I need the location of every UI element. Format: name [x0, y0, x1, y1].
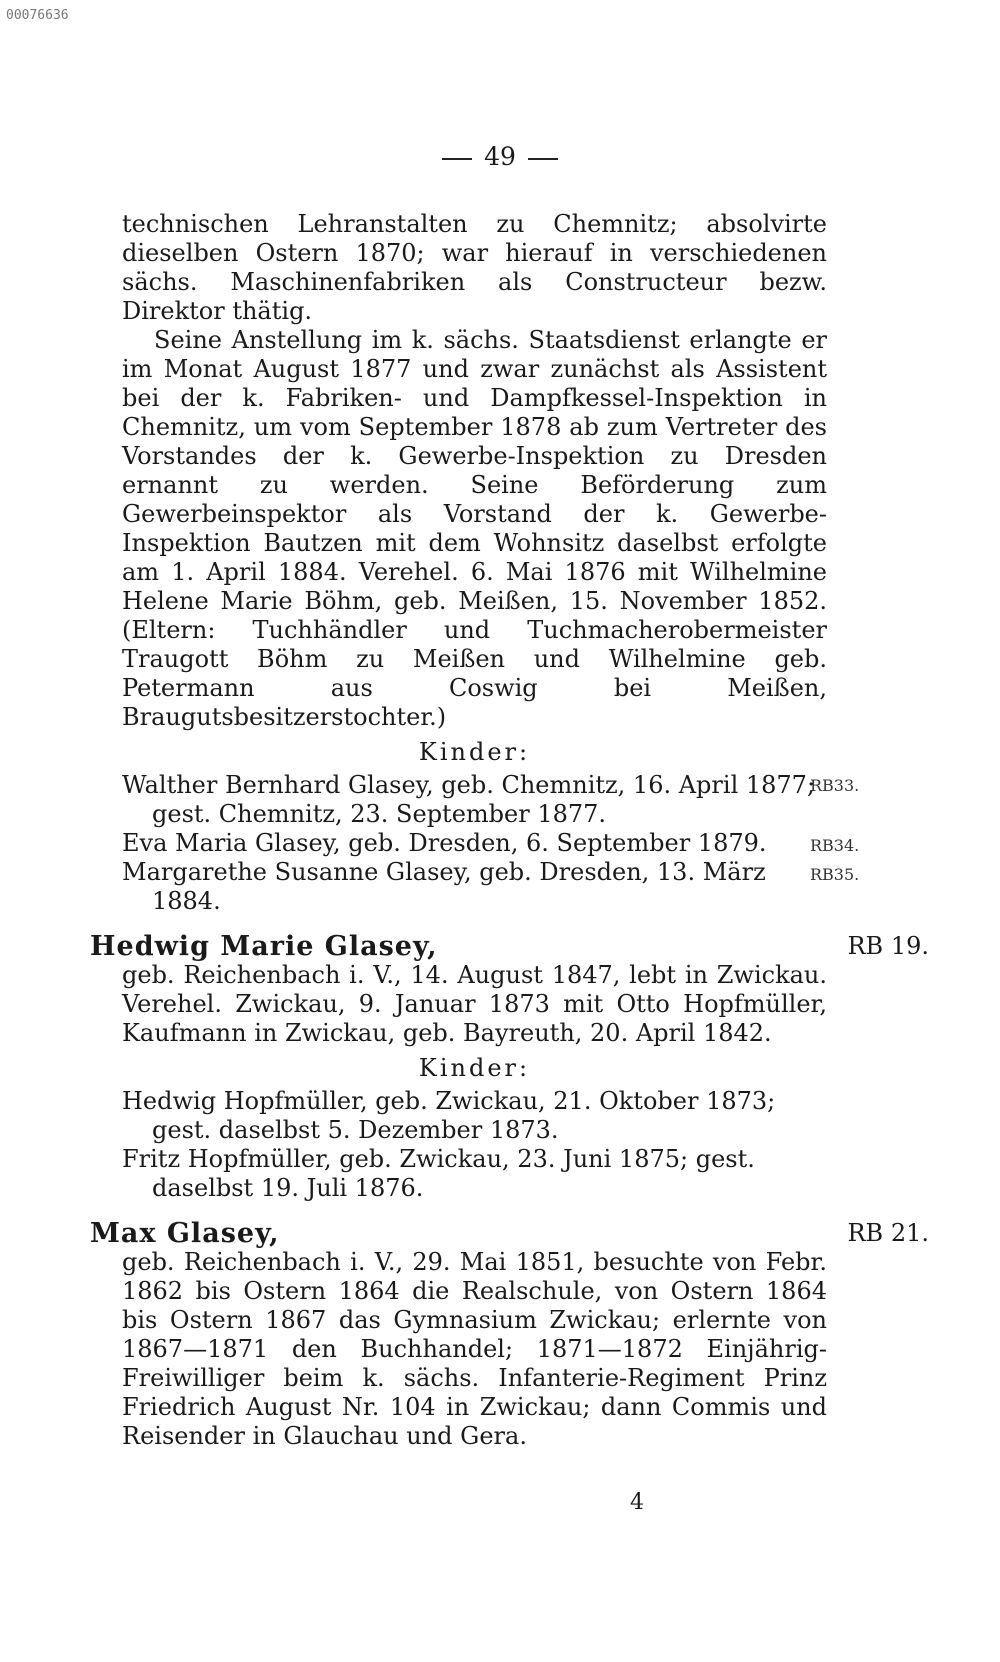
career-paragraph: Seine Anstellung im k. sächs. Staatsdienst erlangte er im Monat August 1877 und zwar zunächst als Assistent bei der k. Fabriken- und Dampfkessel-Inspektion in Chemnitz, um vom September 1878 ab zum Vertreter des Vorstandes der k. Gewerbe-Inspektion zu Dresden ernannt zu werden. Seine Beförderung zum Gewerbeinspektor als Vorstand der k. Gewerbe-Inspektion Bautzen mit dem Wohnsitz daselbst erfolgte am 1. April 1884. Verehel. 6. Mai 1876 mit Wilhelmine Helene Marie Böhm, geb. Meißen, 15. November 1852. (Eltern: Tuchhändler und Tuchmacherobermeister Traugott Böhm zu Meißen und Wilhelmine geb. Petermann aus Coswig bei Meißen, Braugutsbesitzerstochter.) — [122, 326, 827, 731]
child-entry: Eva Maria Glasey, geb. Dresden, 6. September 1879. — [122, 829, 767, 857]
page-body — [90, 210, 929, 1451]
register-ref: RB33. — [810, 776, 860, 795]
dash-right — [528, 158, 558, 160]
signature-mark: 4 — [630, 1490, 644, 1515]
register-ref: RB 19. — [847, 932, 929, 960]
intro-paragraph: technischen Lehranstalten zu Chemnitz; absolvirte dieselben Ostern 1870; war hierauf in verschiedenen sächs. Maschinenfabriken als Constructeur bezw. Direktor thätig. — [122, 210, 827, 325]
register-ref: RB35. — [810, 865, 860, 884]
archive-id: 00076636 — [6, 8, 69, 23]
person-entry-max — [90, 1218, 929, 1451]
list-item — [122, 858, 860, 916]
list-item: Fritz Hopfmüller, geb. Zwickau, 23. Juni 1875; gest. daselbst 19. Juli 1876. — [122, 1145, 755, 1202]
kinder-heading-2: Kinder: — [418, 1054, 531, 1082]
person-name: Hedwig Marie Glasey, — [90, 931, 438, 962]
page-number — [0, 142, 1000, 171]
list-item: Hedwig Hopfmüller, geb. Zwickau, 21. Oktober 1873; gest. daselbst 5. Dezember 1873. — [122, 1087, 776, 1144]
register-ref: RB 21. — [847, 1219, 929, 1247]
list-item — [122, 829, 860, 858]
person-entry-hedwig — [90, 931, 929, 1048]
children-list-1 — [122, 771, 860, 916]
list-item — [122, 771, 860, 829]
child-entry: Walther Bernhard Glasey, geb. Chemnitz, 16. April 1877; gest. Chemnitz, 23. September 1877. — [122, 771, 816, 828]
person-name: Max Glasey, — [90, 1218, 280, 1249]
dash-left — [442, 158, 472, 160]
kinder-heading-1: Kinder: — [418, 738, 531, 766]
person-text: geb. Reichenbach i. V., 29. Mai 1851, besuchte von Febr. 1862 bis Ostern 1864 die Realschule, von Ostern 1864 bis Ostern 1867 das Gymnasium Zwickau; erlernte von 1867—1871 den Buchhandel; 1871—1872 Einjährig-Freiwilliger beim k. sächs. Infanterie-Regiment Prinz Friedrich August Nr. 104 in Zwickau; dann Commis und Reisender in Glauchau und Gera. — [122, 1248, 827, 1450]
register-ref: RB34. — [810, 836, 860, 855]
page-number-text: 49 — [484, 142, 516, 171]
children-list-2 — [122, 1087, 827, 1203]
person-text: geb. Reichenbach i. V., 14. August 1847, lebt in Zwickau. Verehel. Zwickau, 9. Januar 1873 mit Otto Hopfmüller, Kaufmann in Zwickau, geb. Bayreuth, 20. April 1842. — [122, 961, 827, 1047]
child-entry: Margarethe Susanne Glasey, geb. Dresden, 13. März 1884. — [122, 858, 766, 915]
